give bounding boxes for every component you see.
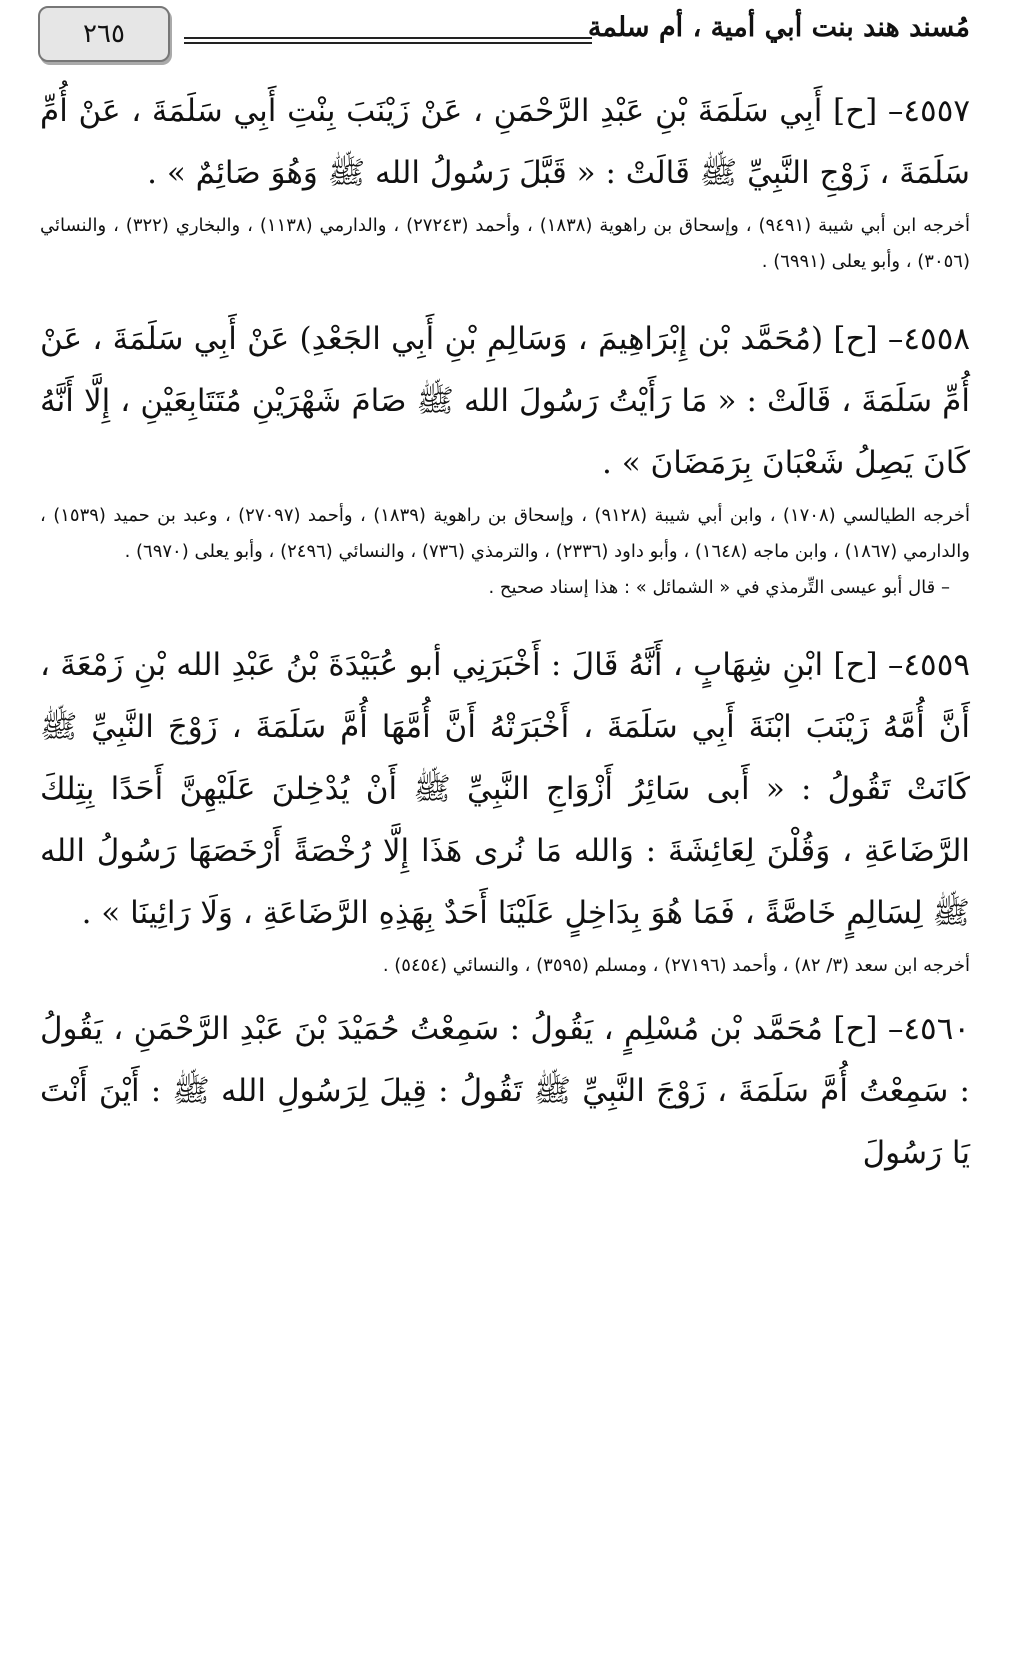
spacer [40,606,970,634]
hadith-text: – [ح] مُحَمَّد بْن مُسْلِمٍ ، يَقُولُ : سَمِعْتُ حُمَيْدَ بْنَ عَبْدِ الرَّحْمَنِ ، يَقُولُ : سَمِعْتُ أُمَّ سَلَمَةَ ، زَوْجَ النَّبِيِّ ﷺ تَقُولُ : قِيلَ لِرَسُولِ الله ﷺ : أَيْنَ أَنْتَ يَا رَسُولَ [40,1011,970,1171]
hadith-number: ٤٥٥٨ [903,321,970,357]
hadith-4559 [40,634,970,944]
hadith-number: ٤٥٥٧ [903,93,970,129]
hadith-text: – [ح] (مُحَمَّد بْن إِبْرَاهِيمَ ، وَسَالِمِ بْنِ أَبِي الجَعْدِ) عَنْ أَبِي سَلَمَةَ ، عَنْ أُمِّ سَلَمَةَ ، قَالَتْ : « مَا رَأَيْتُ رَسُولَ الله ﷺ صَامَ شَهْرَيْنِ مُتَتَابِعَيْنِ ، إِلَّا أَنَّهُ كَانَ يَصِلُ شَعْبَانَ بِرَمَضَانَ » . [40,321,970,481]
hadith-4560 [40,998,970,1184]
page-header [0,0,1010,72]
hadith-text: – [ح] أَبِي سَلَمَةَ بْنِ عَبْدِ الرَّحْمَنِ ، عَنْ زَيْنَبَ بِنْتِ أَبِي سَلَمَةَ ، عَنْ أُمِّ سَلَمَةَ ، زَوْجِ النَّبِيِّ ﷺ قَالَتْ : « قَبَّلَ رَسُولُ الله ﷺ وَهُوَ صَائِمٌ » . [40,93,970,191]
takhrij-note: أخرجه ابن أبي شيبة (٩٤٩١) ، وإسحاق بن راهوية (١٨٣٨) ، وأحمد (٢٧٢٤٣) ، والدارمي (١١٣٨) ، والبخاري (٣٢٢) ، والنسائي (٣٠٥٦) ، وأبو يعلى (٦٩٩١) . [40,215,970,272]
hadith-4557 [40,80,970,204]
running-title: مُسند هند بنت أبي أمية ، أم سلمة [587,12,970,43]
takhrij-note: أخرجه الطيالسي (١٧٠٨) ، وابن أبي شيبة (٩١٢٨) ، وإسحاق بن راهوية (١٨٣٩) ، وأحمد (٢٧٠٩٧) ، وعبد بن حميد (١٥٣٩) ، والدارمي (١٨٦٧) ، وابن ماجه (١٦٤٨) ، وأبو داود (٢٣٣٦) ، والترمذي (٧٣٦) ، والنسائي (٢٤٩٦) ، وأبو يعلى (٦٩٧٠) . [40,505,970,562]
hadith-number: ٤٥٦٠ [903,1011,970,1047]
header-rule [184,42,592,44]
grading-note: – قال أبو عيسى التِّرمذي في « الشمائل » : هذا إسناد صحيح . [488,577,950,598]
hadith-text: – [ح] ابْنِ شِهَابٍ ، أَنَّهُ قَالَ : أَخْبَرَنِي أبو عُبَيْدَةَ بْنُ عَبْدِ الله بْنِ زَمْعَةَ ، أَنَّ أُمَّهُ زَيْنَبَ ابْنَةَ أَبِي سَلَمَةَ ، أَخْبَرَتْهُ أَنَّ أُمَّهَا أُمَّ سَلَمَةَ ، زَوْجَ النَّبِيِّ ﷺ كَانَتْ تَقُولُ : « أَبى سَائِرُ أَزْوَاجِ النَّبِيِّ ﷺ أَنْ يُدْخِلنَ عَلَيْهِنَّ أَحَدًا بِتِلكَ الرَّضَاعَةِ ، وَقُلْنَ لِعَائِشَةَ : وَالله مَا نُرى هَذَا إِلَّا رُخْصَةً أَرْخَصَهَا رَسُولُ الله ﷺ لِسَالِمٍ خَاصَّةً ، فَمَا هُوَ بِدَاخِلٍ عَلَيْنَا أَحَدٌ بِهَذِهِ الرَّضَاعَةِ ، وَلَا رَائِينَا » . [40,647,970,931]
hadith-4558 [40,308,970,494]
page-body [40,80,970,1184]
spacer [40,280,970,308]
page-number: ٢٦٥ [38,6,170,62]
spacer [40,984,970,998]
header-rule [184,37,592,39]
takhrij-note: أخرجه ابن سعد (٣/ ٨٢) ، وأحمد (٢٧١٩٦) ، ومسلم (٣٥٩٥) ، والنسائي (٥٤٥٤) . [382,955,970,976]
hadith-number: ٤٥٥٩ [903,647,970,683]
